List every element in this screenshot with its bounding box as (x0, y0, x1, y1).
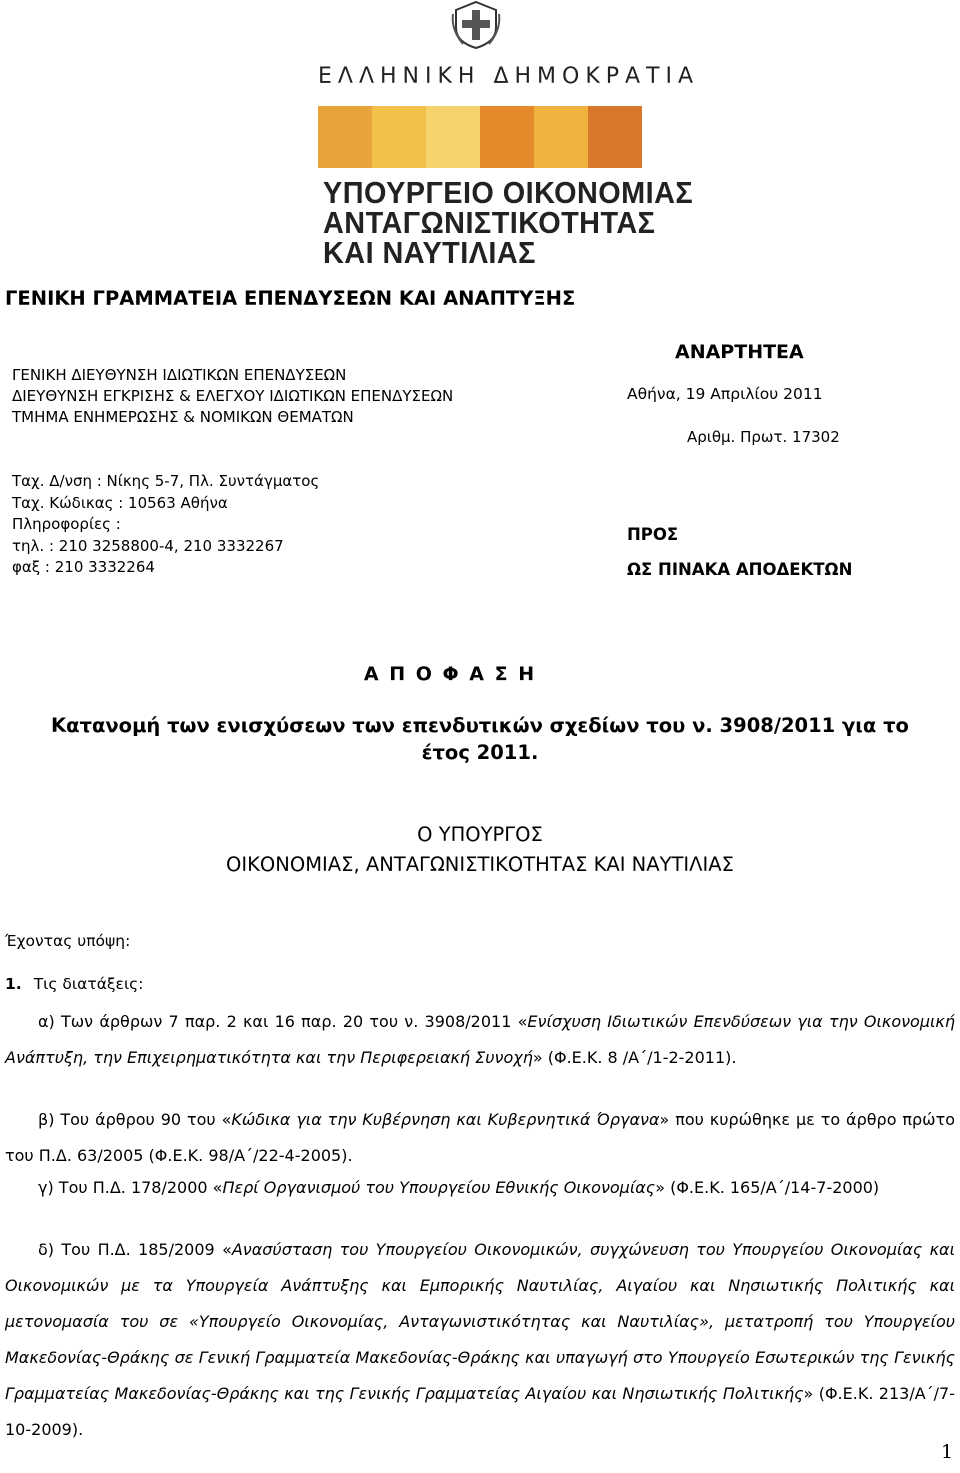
paragraph-c: γ) Του Π.Δ. 178/2000 «Περί Οργανισμού του Υπουργείου Εθνικής Οικονομίας» (Φ.Ε.Κ. 165/Α΄/14-7-2000) (38, 1178, 880, 1197)
subject-line: Κατανομή των ενισχύσεων των επενδυτικών σχεδίων του ν. 3908/2011 για το (51, 714, 909, 737)
subject-line: έτος 2011. (421, 741, 539, 764)
list-item-text: Τις διατάξεις: (33, 975, 144, 993)
logo-color-bars (318, 106, 642, 168)
protocol-number: Αριθμ. Πρωτ. 17302 (687, 428, 840, 446)
page-number: 1 (941, 1441, 954, 1463)
minister-line: Ο ΥΠΟΥΡΓΟΣ (417, 823, 543, 846)
greek-emblem-icon (451, 0, 501, 50)
directorate-line: ΔΙΕΥΘΥΝΣΗ ΕΓΚΡΙΣΗΣ & ΕΛΕΓΧΟΥ ΙΔΙΩΤΙΚΩΝ ΕΠΕΝΔΥΣΕΩΝ (12, 387, 454, 405)
directorate-line: ΤΜΗΜΑ ΕΝΗΜΕΡΩΣΗΣ & ΝΟΜΙΚΩΝ ΘΕΜΑΤΩΝ (12, 408, 354, 426)
ministry-line: ΑΝΤΑΓΩΝΙΣΤΙΚΟΤΗΤΑΣ (323, 205, 656, 240)
logo-bar (372, 106, 426, 168)
ministry-name (323, 175, 694, 270)
logo-bar (534, 106, 588, 168)
to-label: ΠΡΟΣ (627, 525, 679, 544)
ministry-logo (318, 0, 700, 270)
ministry-line: ΥΠΟΥΡΓΕΙΟ ΟΙΚΟΝΟΜΙΑΣ (323, 175, 694, 210)
address-line: Ταχ. Δ/νση : Νίκης 5-7, Πλ. Συντάγματος (12, 472, 320, 490)
logo-bar (588, 106, 642, 168)
list-item-1 (5, 975, 144, 993)
logo-bar (426, 106, 480, 168)
minister-heading (0, 820, 960, 880)
republic-text: ΕΛΛΗΝΙΚΗ ΔΗΜΟΚΡΑΤΙΑ (318, 64, 700, 89)
recipients-label: ΩΣ ΠΙΝΑΚΑ ΑΠΟΔΕΚΤΩΝ (627, 560, 853, 579)
having-regard-label: Έχοντας υπόψη: (5, 932, 131, 950)
decision-subject (0, 712, 960, 766)
ministry-line: ΚΑΙ ΝΑΥΤΙΛΙΑΣ (323, 235, 536, 270)
general-secretariat-heading: ΓΕΝΙΚΗ ΓΡΑΜΜΑΤΕΙΑ ΕΠΕΝΔΥΣΕΩΝ ΚΑΙ ΑΝΑΠΤΥΞΗΣ (5, 287, 576, 310)
directorate-line: ΓΕΝΙΚΗ ΔΙΕΥΘΥΝΣΗ ΙΔΙΩΤΙΚΩΝ ΕΠΕΝΔΥΣΕΩΝ (12, 366, 347, 384)
address-line: Ταχ. Κώδικας : 10563 Αθήνα (12, 493, 228, 512)
logo-bar (318, 106, 372, 168)
paragraph-a: α) Των άρθρων 7 παρ. 2 και 16 παρ. 20 του ν. 3908/2011 «Ενίσχυση Ιδιωτικών Επενδύσεων για την Οικονομική Ανάπτυξη, την Επιχειρηματικότητα και την Περιφερειακή Συνοχή» (Φ.Ε.Κ. 8 /Α΄/1-2-2011). (5, 1012, 955, 1067)
address-block (12, 471, 319, 579)
document-date: Αθήνα, 19 Απριλίου 2011 (627, 385, 823, 403)
decision-title: Α Π Ο Φ Α Σ Η (363, 663, 537, 685)
postable-label: ΑΝΑΡΤΗΤΕΑ (675, 341, 804, 363)
paragraph-d: δ) Του Π.Δ. 185/2009 «Ανασύσταση του Υπουργείου Οικονομικών, συγχώνευση του Υπουργείου Οικονομίας και Οικονομικών με τα Υπουργεία Ανάπτυξης και Εμπορικής Ναυτιλίας, Αιγαίου και Νησιωτικής Πολιτικής και μετονομασία του σε «Υπουργείο Οικονομίας, Ανταγωνιστικότητας και Ναυτιλίας», μετατροπή του Υπουργείου Μακεδονίας-Θράκης σε Γενική Γραμματεία Μακεδονίας-Θράκης και υπαγωγή στο Υπουργείο Εσωτερικών της Γενικής Γραμματείας Μακεδονίας-Θράκης και της Γενικής Γραμματείας Αιγαίου και Νησιωτικής Πολιτικής» (Φ.Ε.Κ. 213/Α΄/7-10-2009). (5, 1240, 955, 1439)
minister-line: ΟΙΚΟΝΟΜΙΑΣ, ΑΝΤΑΓΩΝΙΣΤΙΚΟΤΗΤΑΣ ΚΑΙ ΝΑΥΤΙΛΙΑΣ (226, 853, 734, 876)
list-item-number: 1. (5, 975, 22, 993)
paragraph-b: β) Του άρθρου 90 του «Κώδικα για την Κυβέρνηση και Κυβερνητικά Όργανα» που κυρώθηκε με το άρθρο πρώτο του Π.Δ. 63/2005 (Φ.Ε.Κ. 98/Α΄/22-4-2005). (5, 1110, 955, 1165)
address-line: τηλ. : 210 3258800-4, 210 3332267 (12, 536, 284, 555)
address-line: φαξ : 210 3332264 (12, 558, 155, 576)
directorate-block (12, 365, 453, 428)
logo-bar (480, 106, 534, 168)
address-line: Πληροφορίες : (12, 515, 121, 533)
